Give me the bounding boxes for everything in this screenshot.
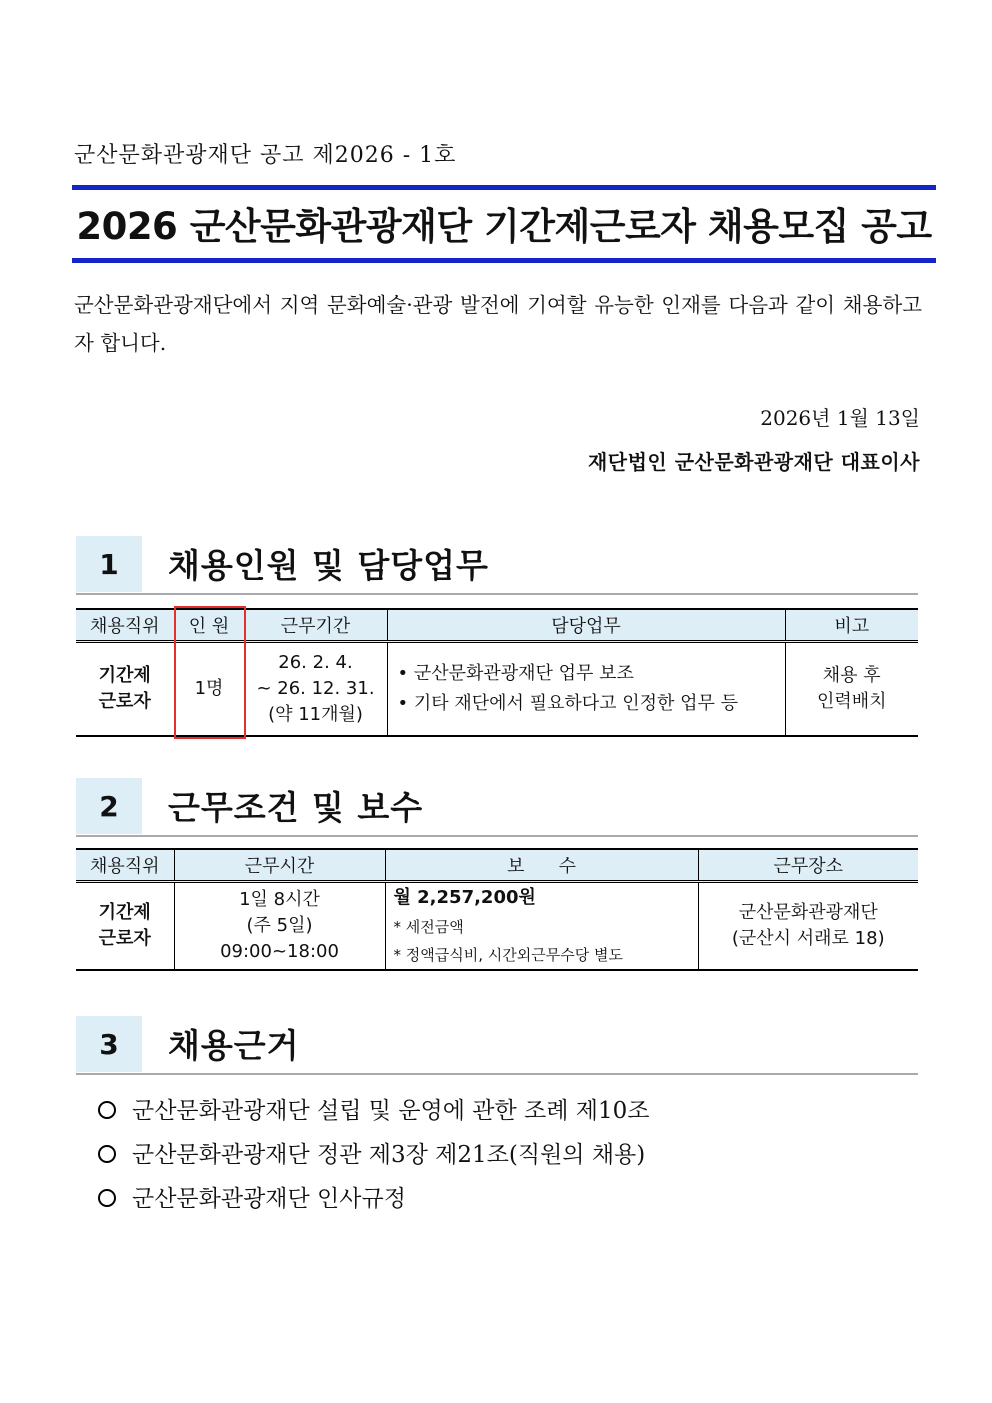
duty-item: • 군산문화관광재단 업무 보조 <box>397 662 634 684</box>
basis-text: 군산문화관광재단 설립 및 운영에 관한 조례 제10조 <box>132 1098 650 1124</box>
section-1-heading <box>76 536 918 592</box>
cell-duties <box>387 642 785 736</box>
title-top-rule <box>72 185 936 190</box>
basis-item <box>98 1136 645 1169</box>
cell-pay <box>385 882 698 971</box>
header-duties: 담당업무 <box>387 609 785 642</box>
intro-paragraph: 군산문화관광재단에서 지역 문화예술·관광 발전에 기여할 유능한 인재를 다음과 같이 채용하고자 합니다. <box>74 293 922 355</box>
notice-number: 군산문화관광재단 공고 제2026 - 1호 <box>74 143 457 168</box>
cell-position <box>76 882 174 971</box>
cell-period <box>244 642 387 736</box>
section-divider <box>76 1073 918 1075</box>
basis-text: 군산문화관광재단 인사규정 <box>132 1186 406 1212</box>
hours-line: (주 5일) <box>246 915 313 936</box>
period-line: ~ 26. 12. 31. <box>256 677 375 699</box>
section-title: 근무조건 및 보수 <box>168 788 424 827</box>
note-line: 채용 후 <box>822 664 881 686</box>
table-row <box>76 882 918 971</box>
title-bottom-rule <box>72 258 936 263</box>
place-line: 군산문화관광재단 <box>738 902 878 923</box>
notice-date: 2026년 1월 13일 <box>760 406 920 430</box>
section-divider <box>76 835 918 837</box>
basis-item <box>98 1092 650 1125</box>
period-line: (약 11개월) <box>268 703 363 725</box>
section-number: 2 <box>76 778 142 834</box>
section-title: 채용근거 <box>168 1026 300 1065</box>
header-hours: 근무시간 <box>174 849 385 882</box>
header-position: 채용직위 <box>76 849 174 882</box>
section-title: 채용인원 및 담당업무 <box>168 546 489 585</box>
header-place: 근무장소 <box>698 849 918 882</box>
page-title: 2026 군산문화관광재단 기간제근로자 채용모집 공고 <box>76 205 932 248</box>
table-header-row <box>76 849 918 882</box>
basis-text: 군산문화관광재단 정관 제3장 제21조(직원의 채용) <box>132 1142 646 1168</box>
header-pay: 보 수 <box>385 849 698 882</box>
circle-bullet-icon <box>98 1189 116 1207</box>
position-line: 근로자 <box>98 690 151 712</box>
count-highlight-box <box>174 606 246 739</box>
position-line: 기간제 <box>98 902 151 923</box>
position-line: 근로자 <box>98 928 151 949</box>
pay-note: * 정액급식비, 시간외근무수당 별도 <box>393 946 623 964</box>
circle-bullet-icon <box>98 1101 116 1119</box>
pay-note: * 세전금액 <box>393 918 464 936</box>
section-number: 3 <box>76 1016 142 1072</box>
cell-note <box>785 642 918 736</box>
section-2-heading <box>76 778 918 834</box>
hours-line: 09:00~18:00 <box>220 941 339 962</box>
pay-amount: 월 2,257,200원 <box>393 887 536 908</box>
cell-count: 1명 <box>174 642 244 736</box>
cell-place <box>698 882 918 971</box>
section-divider <box>76 593 918 595</box>
section-3-heading <box>76 1016 918 1072</box>
basis-item <box>98 1180 406 1213</box>
header-count: 인 원 <box>174 609 244 642</box>
duty-item: • 기타 재단에서 필요하다고 인정한 업무 등 <box>397 692 739 714</box>
place-line: (군산시 서래로 18) <box>731 928 885 949</box>
header-period: 근무기간 <box>244 609 387 642</box>
hours-line: 1일 8시간 <box>239 889 320 910</box>
header-note: 비고 <box>785 609 918 642</box>
cell-position <box>76 642 174 736</box>
header-position: 채용직위 <box>76 609 174 642</box>
period-line: 26. 2. 4. <box>278 651 353 673</box>
issuer: 재단법인 군산문화관광재단 대표이사 <box>587 450 920 474</box>
conditions-table <box>76 848 918 971</box>
position-line: 기간제 <box>98 664 151 686</box>
cell-hours <box>174 882 385 971</box>
note-line: 인력배치 <box>816 690 887 712</box>
circle-bullet-icon <box>98 1145 116 1163</box>
section-number: 1 <box>76 536 142 592</box>
